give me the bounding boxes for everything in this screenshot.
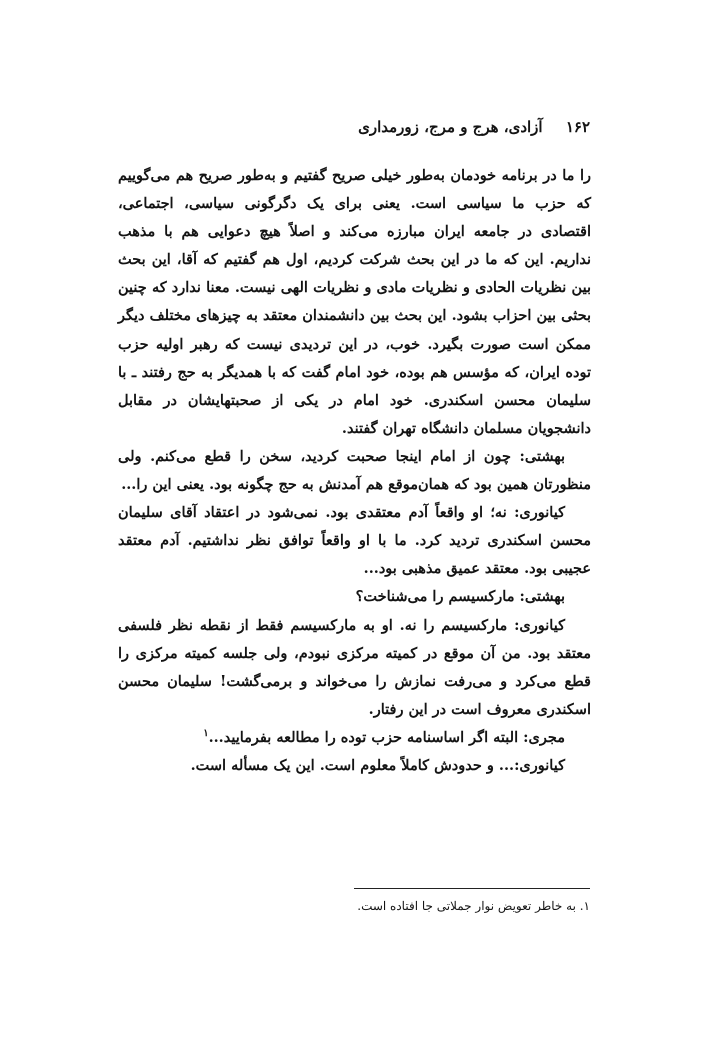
footnote-divider — [354, 888, 590, 889]
running-title: آزادی، هرج و مرج، زورمداری — [358, 118, 543, 136]
paragraph — [118, 724, 591, 752]
footnote: ۱. به خاطر تعویض نوار جملاتی جا افتاده است. — [357, 899, 590, 913]
paragraph: بهشتی: مارکسیسم را می‌شناخت؟ — [355, 588, 565, 606]
body-text — [118, 162, 591, 780]
footnote-marker: ۱ — [203, 728, 209, 740]
page-number: ۱۶۲ — [565, 118, 590, 136]
paragraph-text: مجری: البته اگر اساسنامه حزب توده را مطالعه بفرمایید... — [208, 728, 565, 746]
running-header — [358, 118, 590, 136]
paragraph: کیانوری: نه؛ او واقعاً آدم معتقدی بود. نمی‌شود در اعتقاد آقای سلیمان محسن اسکندری تردید کرد. ما با او واقعاً توافق نظر نداشتیم. آدم معتقد عجیبی بود. معتقد عمیق مذهبی بود... — [118, 504, 591, 578]
paragraph: بهشتی: چون از امام اینجا صحبت کردید، سخن را قطع می‌کنم. ولی منظورتان همین بود که همان‌موقع هم آمدنش به حج چگونه بود. یعنی این را... — [118, 447, 591, 494]
paragraph: کیانوری:... و حدودش کاملاً معلوم است. این یک مسأله است. — [190, 756, 565, 774]
paragraph: را ما در برنامه خودمان به‌طور خیلی صریح گفتیم و به‌طور صریح هم می‌گوییم که حزب ما سیاسی است. یعنی برای یک دگرگونی سیاسی، اجتماعی، اقتصادی در جامعه ایران مبارزه می‌کند و اصلاً هیچ دعوایی هم با مذهب نداریم. این که ما در این بحث شرکت کردیم، اول هم گفتیم که آقا، این بحث بین نظریات الحادی و نظریات مادی و نظریات الهی نیست. معنا ندارد که چنین بحثی بین احزاب بشود. این بحث بین دانشمندان معتقد به چیزهای مختلف دیگر ممکن است صورت بگیرد. خوب، در این تردیدی نیست که رهبر اولیه حزب توده ایران، که مؤسس هم بوده، خود امام گفت که با همدیگر به حج رفتند ـ با سلیمان محسن اسکندری. خود امام در یکی از صحبتهایشان در مقابل دانشجویان مسلمان دانشگاه تهران گفتند. — [118, 167, 591, 437]
paragraph: کیانوری: مارکسیسم را نه. او به مارکسیسم فقط از نقطه نظر فلسفی معتقد بود. من آن موقع در کمیته مرکزی نبودم، ولی جلسه کمیته مرکزی را قطع می‌کرد و می‌رفت نمازش را می‌خواند و برمی‌گشت! سلیمان محسن اسکندری معروف است در این رفتار. — [118, 616, 591, 718]
